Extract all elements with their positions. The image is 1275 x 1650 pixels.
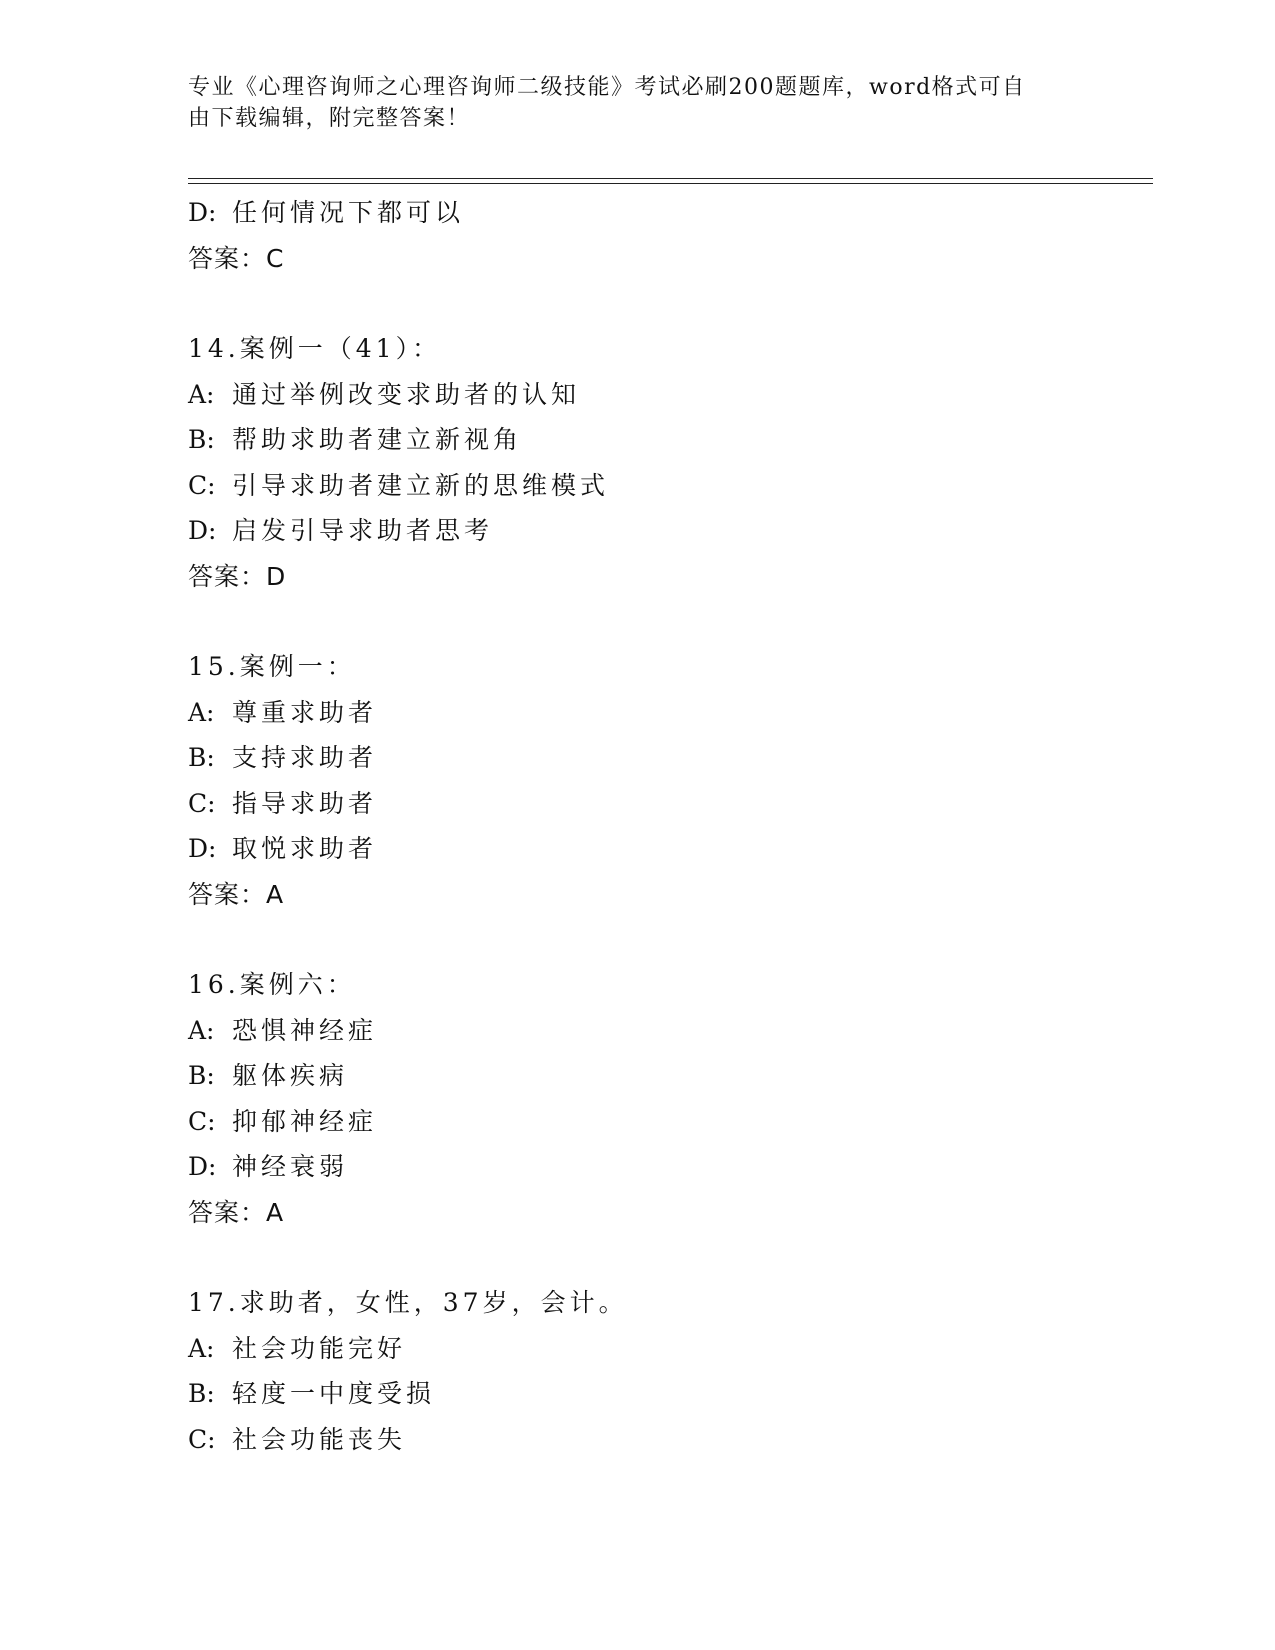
option-key: B: [188,1061,215,1090]
answer-line: 答案：A [188,879,285,909]
option-line [188,1326,1148,1372]
question-stem: 16.案例六： [188,970,356,999]
option-key: A: [188,379,215,409]
spacer [188,281,1148,326]
option-line [188,508,1148,554]
option-text: 引导求助者建立新的思维模式 [232,470,610,500]
option-key: B: [188,743,215,772]
option-text: 抑郁神经症 [232,1106,378,1136]
option-key: C: [188,470,216,500]
option-line [188,690,1148,736]
option-text: 任何情况下都可以 [232,198,465,227]
option-text: 轻度一中度受损 [232,1379,436,1408]
option-text: 社会功能完好 [232,1333,407,1363]
option-key: D: [188,834,217,863]
option-line [188,372,1148,418]
option-text: 启发引导求助者思考 [232,516,494,545]
option-key: A: [188,1333,215,1363]
option-line [188,1099,1148,1145]
option-key: C: [188,1424,216,1454]
option-key: D: [188,516,217,545]
option-line [188,190,1148,236]
option-line [188,735,1148,781]
option-key: B: [188,425,215,454]
option-key: A: [188,1015,215,1045]
option-text: 恐惧神经症 [232,1015,378,1045]
option-text: 尊重求助者 [232,697,378,727]
answer-line: 答案：D [188,561,287,591]
option-key: C: [188,1106,216,1136]
option-line [188,781,1148,827]
option-text: 取悦求助者 [232,834,378,863]
option-line [188,1371,1148,1417]
option-line [188,417,1148,463]
option-line [188,1144,1148,1190]
option-text: 社会功能丧失 [232,1424,407,1454]
spacer [188,1235,1148,1280]
spacer [188,917,1148,962]
header-line-2: 由下载编辑，附完整答案！ [188,106,471,131]
option-key: D: [188,1152,217,1181]
header-divider-top [188,178,1153,179]
option-text: 支持求助者 [232,743,378,772]
answer-line: 答案：C [188,243,285,273]
question-stem: 15.案例一： [188,652,356,681]
option-line [188,463,1148,509]
option-key: A: [188,697,215,727]
option-text: 通过举例改变求助者的认知 [232,379,581,409]
option-line [188,1008,1148,1054]
option-text: 帮助求助者建立新视角 [232,425,523,454]
option-key: D: [188,198,217,227]
option-key: C: [188,788,216,818]
document-header [188,72,1068,134]
answer-line: 答案：A [188,1197,285,1227]
question-list [188,190,1148,1462]
question-stem: 14.案例一（41）： [188,334,442,363]
option-text: 躯体疾病 [232,1061,349,1090]
option-line [188,1417,1148,1463]
option-line [188,1053,1148,1099]
option-line [188,826,1148,872]
header-line-1: 专业《心理咨询师之心理咨询师二级技能》考试必刷200题题库，word格式可自 [188,75,1026,100]
option-key: B: [188,1379,215,1408]
header-divider-bottom [188,183,1153,184]
option-text: 指导求助者 [232,788,378,818]
question-stem: 17.求助者，女性，37岁，会计。 [188,1288,628,1317]
option-text: 神经衰弱 [232,1152,349,1181]
spacer [188,599,1148,644]
